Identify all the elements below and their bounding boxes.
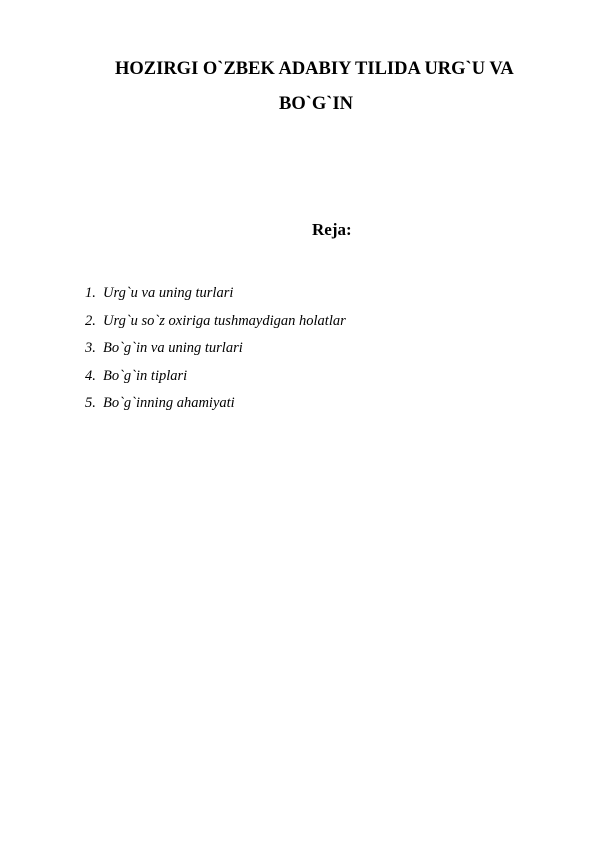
plan-item [85,335,346,363]
plan-item [85,390,346,418]
plan-item-number: 5. [85,395,96,411]
plan-item-text: Bo`g`in tiplari [103,367,188,384]
plan-list [85,280,346,418]
document-title-line-1: HOZIRGI O`ZBEK ADABIY TILIDA URG`U VA [115,59,514,79]
plan-item-number: 3. [85,340,96,356]
plan-item [85,308,346,336]
plan-item [85,363,346,391]
plan-item [85,280,346,308]
plan-item-number: 1. [85,285,96,301]
plan-item-text: Urg`u so`z oxiriga tushmaydigan holatlar [103,312,346,329]
plan-item-text: Bo`g`inning ahamiyati [103,395,235,411]
plan-item-text: Bo`g`in va uning turlari [103,340,243,356]
plan-item-text: Urg`u va uning turlari [103,285,234,301]
plan-heading: Reja: [312,220,352,239]
plan-item-number: 2. [85,312,96,329]
document-title-line-2: BO`G`IN [279,94,353,114]
plan-item-number: 4. [85,367,96,384]
